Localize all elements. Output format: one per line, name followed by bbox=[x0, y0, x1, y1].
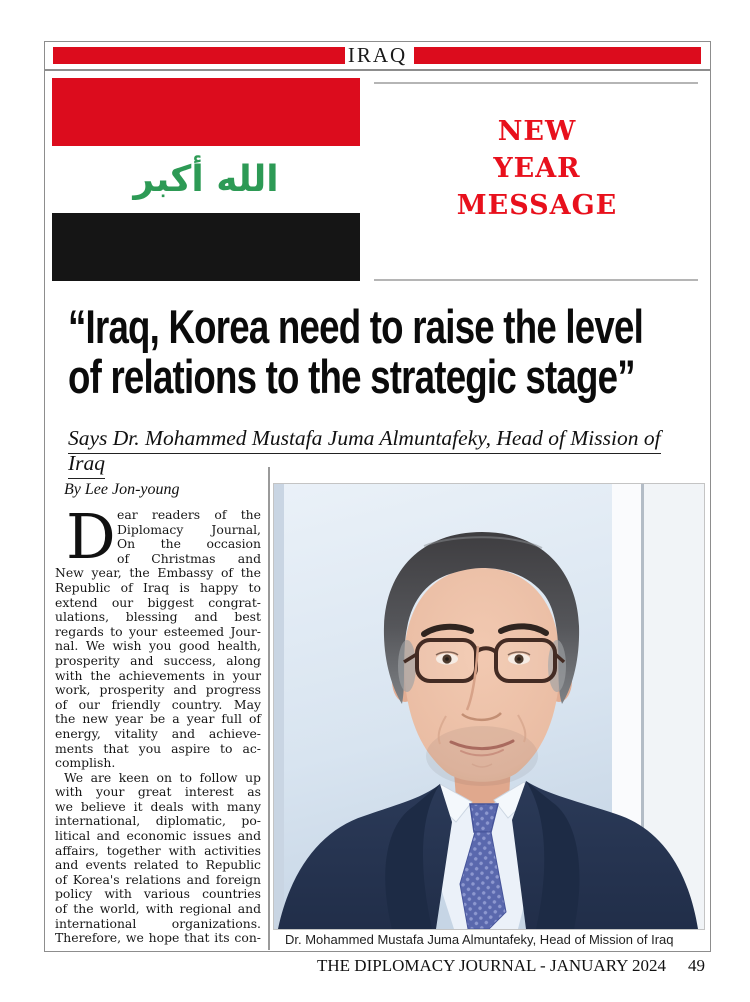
article-line: we believe it deals with many bbox=[55, 798, 261, 814]
section-header bbox=[44, 41, 711, 70]
journal-name: THE DIPLOMACY JOURNAL - JANUARY 2024 bbox=[317, 956, 666, 975]
page-footer bbox=[0, 956, 705, 976]
article-line: ear readers of the bbox=[117, 507, 261, 522]
article-line: ments that you aspire to ac- bbox=[55, 740, 261, 756]
article-line: ulations, blessing and best bbox=[55, 609, 261, 625]
article-line: with your great interest as bbox=[55, 784, 261, 800]
article-line: of our friendly country. May bbox=[55, 696, 261, 712]
portrait-illustration bbox=[274, 484, 704, 929]
article-line: the new year be a year full of bbox=[55, 711, 261, 727]
article-line: litical and economic issues and bbox=[55, 828, 261, 844]
photo-caption: Dr. Mohammed Mustafa Juma Almuntafeky, Head of Mission of Iraq bbox=[285, 932, 674, 947]
article-line: We are keen on to follow up bbox=[64, 769, 261, 785]
column-divider bbox=[268, 467, 270, 950]
banner-rule-bottom bbox=[374, 279, 698, 281]
article-line: of the world, with regional and bbox=[55, 901, 261, 917]
article-line: with the achievements in your bbox=[55, 667, 261, 683]
flag-white-band bbox=[52, 146, 360, 213]
article-line: policy with various countries bbox=[55, 886, 261, 902]
headline bbox=[68, 302, 708, 402]
article-line: regards to your esteemed Jour- bbox=[55, 623, 261, 639]
subtitle: Says Dr. Mohammed Mustafa Juma Almuntafeky, Head of Mission of Iraq bbox=[68, 426, 698, 476]
article-line: complish. bbox=[55, 755, 116, 771]
article-line: affairs, together with activities bbox=[55, 842, 261, 858]
article-body bbox=[55, 500, 261, 946]
iraq-flag bbox=[52, 78, 360, 281]
header-rule-right bbox=[414, 47, 701, 64]
portrait-photo bbox=[273, 483, 705, 930]
article-line: Diplomacy Journal, bbox=[117, 521, 261, 537]
paragraph-2 bbox=[55, 771, 261, 946]
article-line: of Korea's relations and foreign bbox=[55, 871, 261, 887]
article-column bbox=[55, 481, 261, 946]
page-number: 49 bbox=[688, 956, 705, 975]
article-line: On the occasion bbox=[117, 536, 261, 552]
article-line: extend our biggest congrat- bbox=[55, 594, 261, 610]
flag-black-band bbox=[52, 213, 360, 281]
headline-line-1: “Iraq, Korea need to raise the level bbox=[68, 300, 644, 353]
article-line: work, prosperity and progress bbox=[55, 682, 261, 698]
article-line: New year, the Embassy of the bbox=[55, 565, 261, 581]
article-line: and events related to Republic bbox=[55, 857, 261, 873]
dropcap: D bbox=[66, 500, 116, 573]
article-line: Therefore, we hope that its con- bbox=[55, 930, 261, 946]
article-line: prosperity and success, along bbox=[55, 652, 261, 668]
banner-rule-top bbox=[374, 82, 698, 84]
banner-line-2: YEAR bbox=[493, 153, 581, 184]
byline: By Lee Jon-young bbox=[64, 481, 180, 498]
banner-line-1: NEW bbox=[497, 116, 577, 147]
new-year-banner bbox=[372, 71, 702, 281]
article-frame bbox=[44, 70, 711, 952]
flag-red-band bbox=[52, 78, 360, 146]
section-title: IRAQ bbox=[347, 43, 408, 67]
article-line: international, diplomatic, po- bbox=[55, 813, 261, 829]
article-line: energy, vitality and achieve- bbox=[55, 725, 261, 741]
article-line: international organizations. bbox=[55, 915, 261, 931]
article-line: Republic of Iraq is happy to bbox=[55, 579, 261, 595]
headline-line-2: of relations to the strategic stage” bbox=[68, 350, 635, 403]
banner-text bbox=[372, 113, 702, 224]
article-line: of Christmas and bbox=[117, 550, 261, 566]
flag-takbir-text: الله أكبر bbox=[133, 158, 279, 200]
article-line: nal. We wish you good health, bbox=[55, 638, 261, 654]
banner-line-3: MESSAGE bbox=[456, 190, 618, 221]
